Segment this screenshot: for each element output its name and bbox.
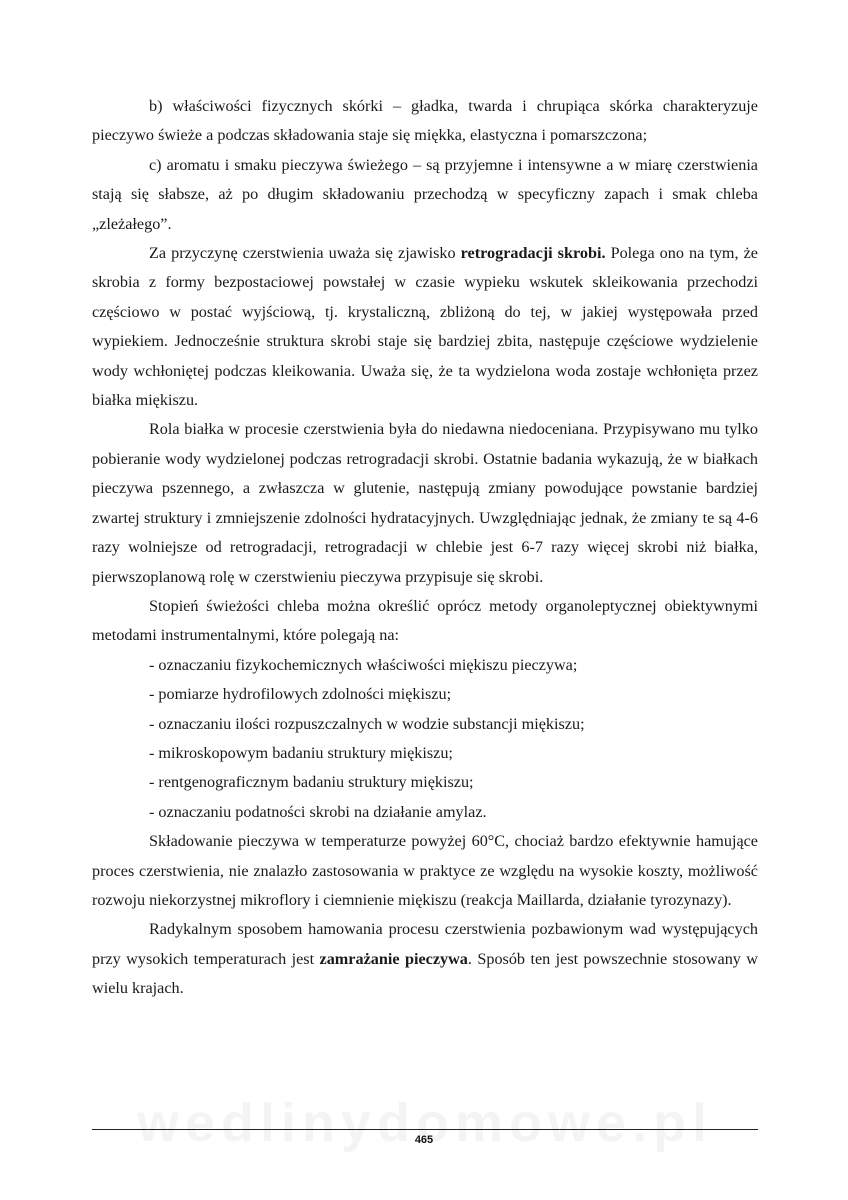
text-segment: Polega ono na tym, że skrobia z formy bezpostaciowej powstałej w czasie wypieku wskutek skleikowania przechodzi częściowo w postać wyjściową, tj. krystaliczną, zbliżoną do tej, w jakiej występowała przed wypiekiem. Jednocześnie struktura skrobi staje się bardziej zbita, następuje częściowe wydzielenie wody wchłoniętej podczas kleikowania. Uważa się, że ta wydzielona woda zostaje wchłonięta przez białka miękiszu. [92,244,758,410]
list-item: - mikroskopowym badaniu struktury miękiszu; [149,743,453,762]
closing-paragraph [92,827,758,915]
text-segment: Za przyczynę czerstwienia uważa się zjawisko [149,244,461,263]
list-item: - oznaczaniu podatności skrobi na działanie amylaz. [149,802,487,821]
list-item: - pomiarze hydrofilowych zdolności miękiszu; [149,685,452,704]
text-segment: Radykalnym sposobem hamowania procesu czerstwienia pozbawionym wad występujących przy wysokich temperaturach jest [92,920,758,968]
text-segment: b) właściwości fizycznych skórki – gładka, twarda i chrupiąca skórka charakteryzuje pieczywo świeże a podczas składowania staje się miękka, elastyczna i pomarszczona; [92,97,758,145]
body-paragraph [92,415,758,591]
bold-term: zamrażanie pieczywa [319,949,468,968]
body-paragraph [92,592,758,651]
bold-term: retrogradacji skrobi. [460,244,606,263]
list-item: - rentgenograficznym badaniu struktury miękiszu; [149,773,474,792]
closing-paragraph [92,915,758,1003]
list-item: - oznaczaniu fizykochemicznych właściwości miękiszu pieczywa; [149,655,578,674]
text-segment: . Sposób ten jest powszechnie stosowany w wielu krajach. [92,949,758,998]
body-paragraph [92,239,758,415]
body-paragraph [92,151,758,239]
text-segment: c) aromatu i smaku pieczywa świeżego – są przyjemne i intensywne a w miarę czerstwienia stają się słabsze, aż po długim składowaniu przechodzą w specyficzny zapach i smak chleba „zleżałego”. [92,155,758,233]
page-number: 465 [414,1134,434,1146]
text-segment: Stopień świeżości chleba można określić oprócz metody organoleptycznej obiektywnymi metodami instrumentalnymi, które polegają na: [92,596,758,645]
footer-divider [92,1129,758,1130]
paragraph-group-closing [92,827,758,1003]
methods-list [92,651,758,827]
body-paragraph [92,92,758,151]
text-segment: Rola białka w procesie czerstwienia była do niedawna niedoceniana. Przypisywano mu tylko pobieranie wody wydzielonej podczas retrogradacji skrobi. Ostatnie badania wykazują, że w białkach pieczywa pszennego, a zwłaszcza w glutenie, następują zmiany powodujące powstanie bardziej zwartej struktury i zmniejszenie zdolności hydratacyjnych. Uwzględniając jednak, że zmiany te są 4-6 razy wolniejsze od retrogradacji, retrogradacji w chlebie jest 6-7 razy więcej skrobi niż białka, pierwszoplanową rolę w czerstwieniu pieczywa przypisuje się skrobi. [92,420,758,586]
list-item: - oznaczaniu ilości rozpuszczalnych w wodzie substancji miękiszu; [149,714,585,733]
text-segment: Składowanie pieczywa w temperaturze powyżej 60°C, chociaż bardzo efektywnie hamujące proces czerstwienia, nie znalazło zastosowania w praktyce ze względu na wysokie koszty, możliwość rozwoju niekorzystnej mikroflory i ciemnienie miękiszu (reakcja Maillarda, działanie tyrozynazy). [92,832,758,909]
paragraph-group-intro [92,92,758,651]
page-body [92,92,758,1004]
